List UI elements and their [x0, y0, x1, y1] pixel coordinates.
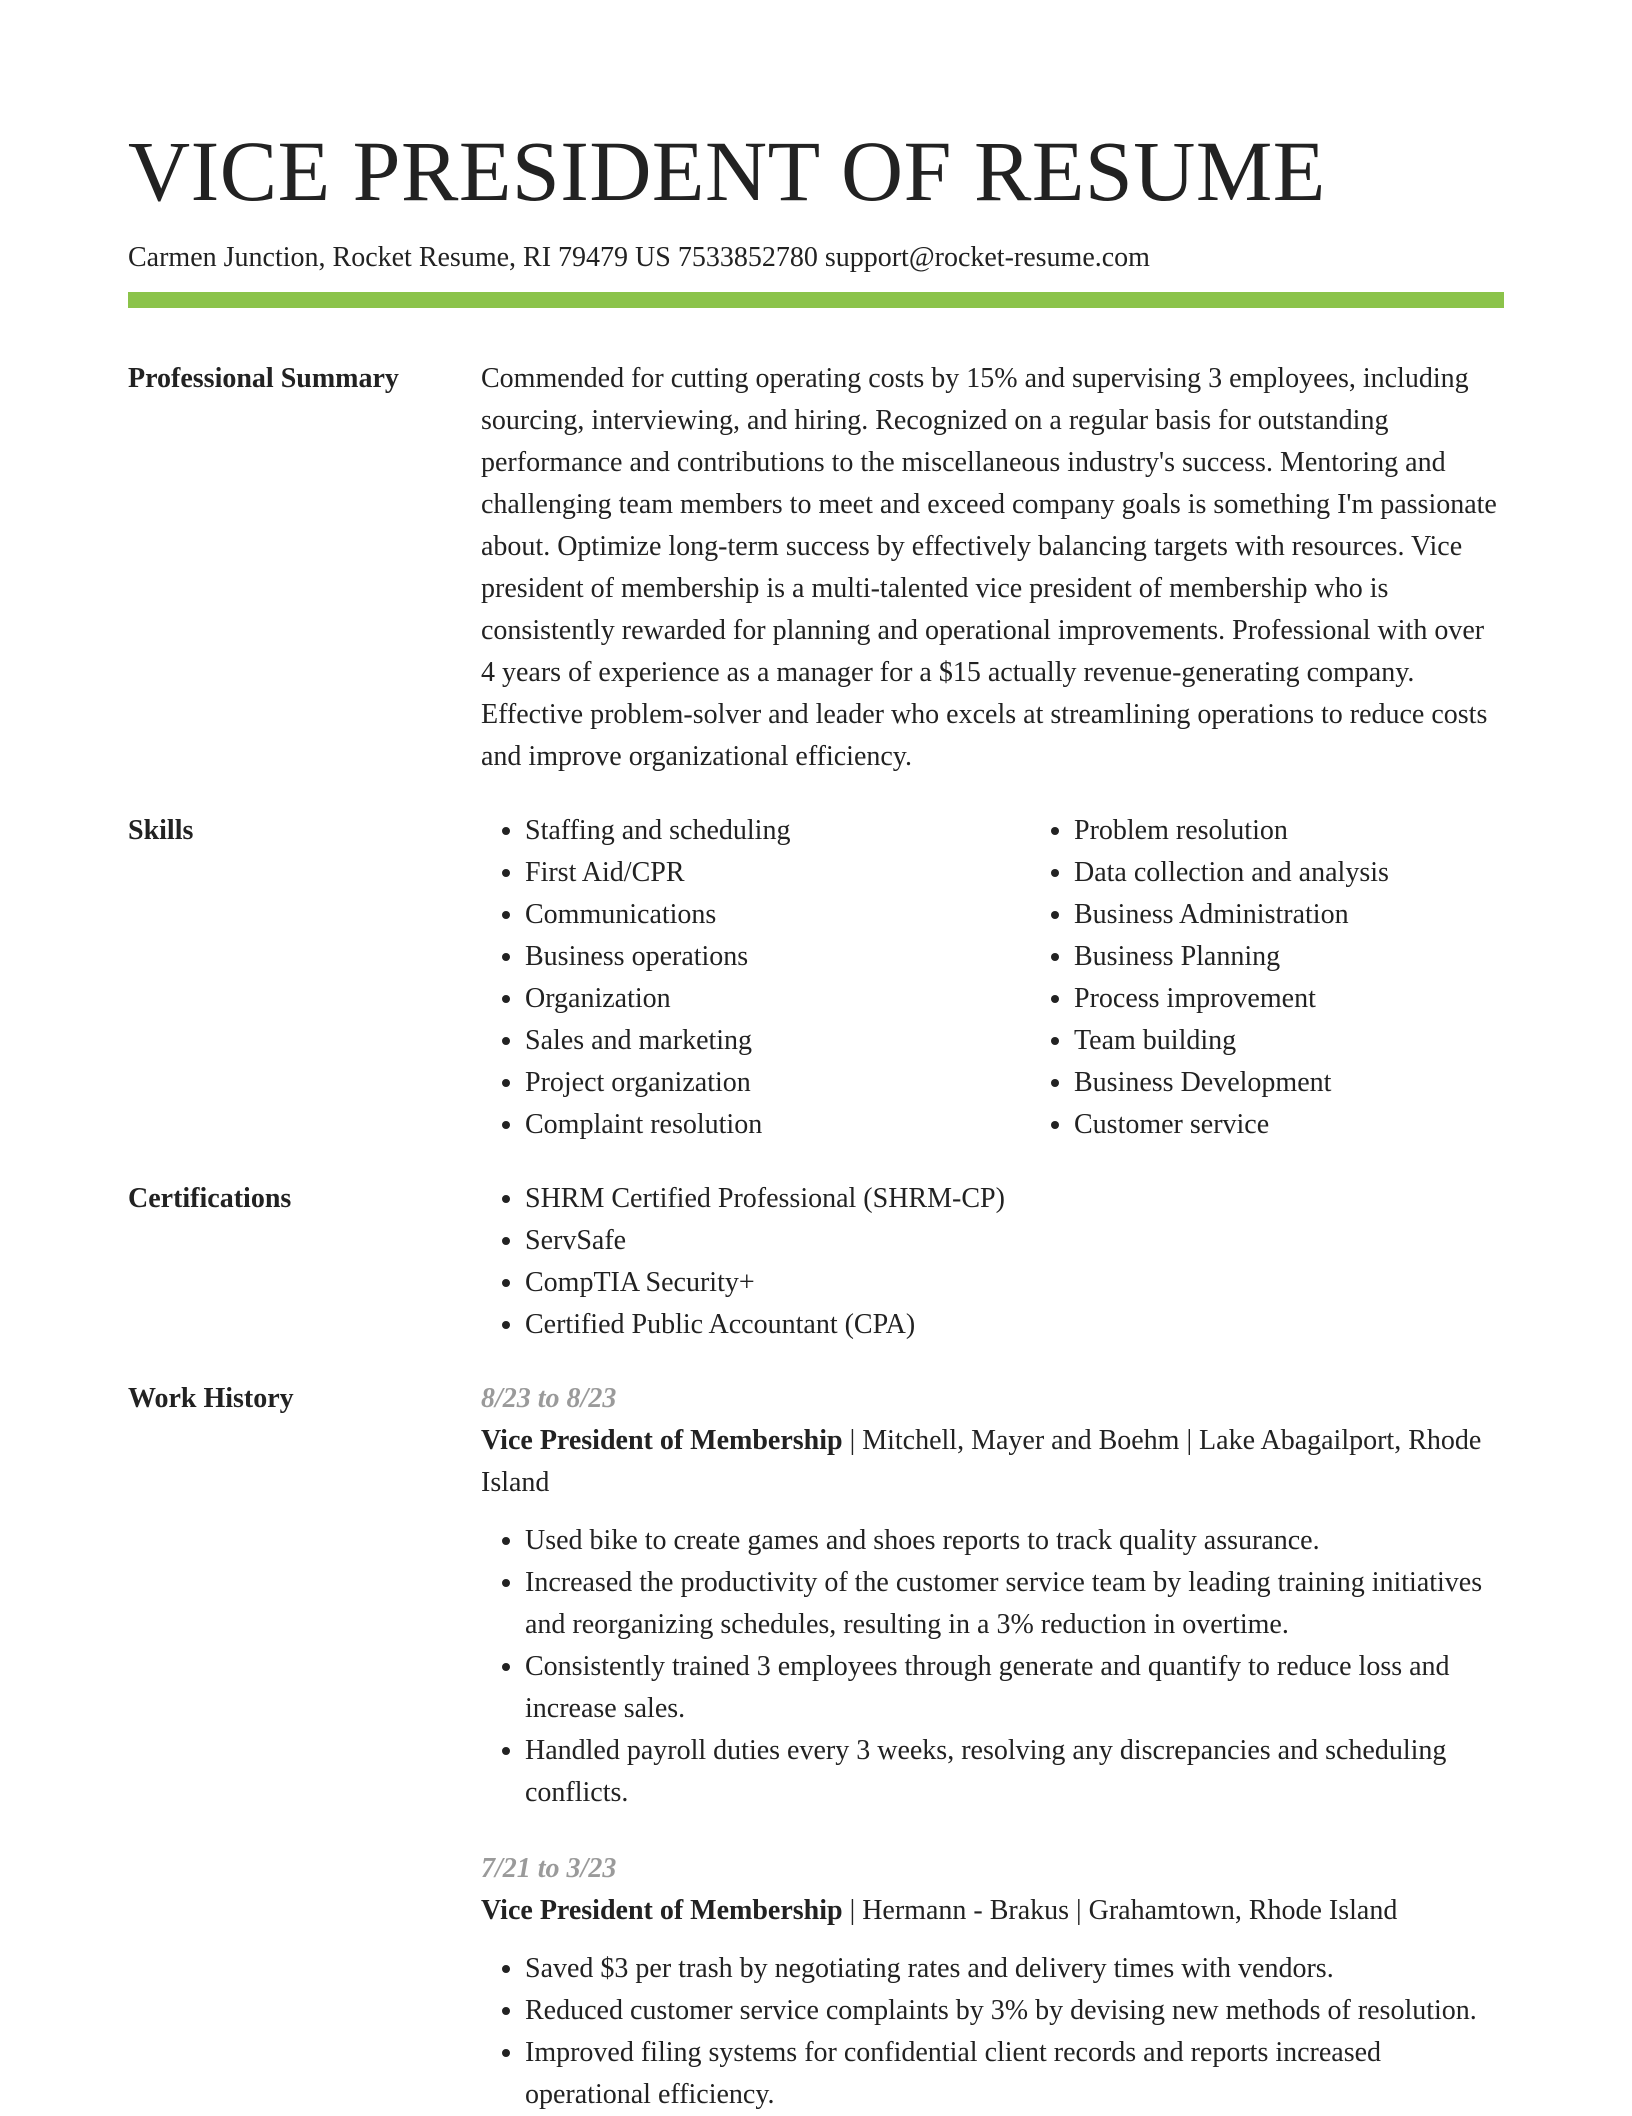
- certifications-section: [128, 1178, 1504, 1346]
- job-dates: 7/21 to 3/23: [481, 1853, 617, 1884]
- skill-item: • Sales and marketing: [525, 1020, 1030, 1062]
- skill-item: • Customer service: [1074, 1104, 1579, 1146]
- professional-summary-section: [128, 358, 1504, 778]
- job-bullet: • Improved filing systems for confidential client records and reports increased operational efficiency.: [525, 2032, 1504, 2116]
- skill-item: • Business Planning: [1074, 936, 1579, 978]
- section-heading: Certifications: [128, 1183, 292, 1214]
- skill-item: • Team building: [1074, 1020, 1579, 1062]
- skill-item: • Complaint resolution: [525, 1104, 1030, 1146]
- job-title: Vice President of Membership: [481, 1425, 843, 1456]
- resume-title: VICE PRESIDENT OF RESUME: [128, 123, 1326, 219]
- job-details: | Mitchell, Mayer and Boehm | Lake Abagailport, Rhode Island: [481, 1425, 1482, 1498]
- skills-list-right: [1030, 810, 1579, 1146]
- job-bullet: • Reduced customer service complaints by 3% by devising new methods of resolution.: [525, 1990, 1504, 2032]
- job-bullet: • Consistently trained 3 employees through generate and quantify to reduce loss and increase sales.: [525, 1646, 1504, 1730]
- skills-body: [481, 810, 1579, 1146]
- job-heading: [481, 1890, 1504, 1932]
- summary-text: Commended for cutting operating costs by 15% and supervising 3 employees, including sourcing, interviewing, and hiring. Recognized on a regular basis for outstanding performance and contributions to the miscellaneous industry's success. Mentoring and challenging team members to meet and exceed company goals is something I'm passionate about. Optimize long-term success by effectively balancing targets with resources. Vice president of membership is a multi-talented vice president of membership who is consistently rewarded for planning and operational improvements. Professional with over 4 years of experience as a manager for a $15 actually revenue-generating company. Effective problem-solver and leader who excels at streamlining operations to reduce costs and improve organizational efficiency.: [481, 363, 1497, 772]
- job-bullet: • Increased the productivity of the customer service team by leading training initiatives and reorganizing schedules, resulting in a 3% reduction in overtime.: [525, 1562, 1504, 1646]
- skill-item: • First Aid/CPR: [525, 852, 1030, 894]
- skill-item: • Communications: [525, 894, 1030, 936]
- skill-item: • Staffing and scheduling: [525, 810, 1030, 852]
- job-entry: [481, 1378, 1504, 1814]
- section-heading: Professional Summary: [128, 363, 399, 394]
- skills-columns: [481, 810, 1579, 1146]
- certification-item: • CompTIA Security+: [525, 1262, 1504, 1304]
- certification-item: • Certified Public Accountant (CPA): [525, 1304, 1504, 1346]
- skill-item: • Business operations: [525, 936, 1030, 978]
- skill-item: • Process improvement: [1074, 978, 1579, 1020]
- job-bullet: • Saved $3 per trash by negotiating rates and delivery times with vendors.: [525, 1948, 1504, 1990]
- job-bullet: • Handled payroll duties every 3 weeks, resolving any discrepancies and scheduling conflicts.: [525, 1730, 1504, 1814]
- job-bullets: [481, 1948, 1504, 2116]
- certification-item: • ServSafe: [525, 1220, 1504, 1262]
- certification-item: • SHRM Certified Professional (SHRM-CP): [525, 1178, 1504, 1220]
- skill-item: • Project organization: [525, 1062, 1030, 1104]
- section-heading: Work History: [128, 1383, 294, 1414]
- job-bullet: • Used bike to create games and shoes reports to track quality assurance.: [525, 1520, 1504, 1562]
- job-title: Vice President of Membership: [481, 1895, 843, 1926]
- job-dates: 8/23 to 8/23: [481, 1383, 617, 1414]
- skills-list-left: [481, 810, 1030, 1146]
- skill-item: • Business Development: [1074, 1062, 1579, 1104]
- job-bullets: [481, 1520, 1504, 1814]
- certifications-list: [481, 1178, 1504, 1346]
- job-heading: [481, 1420, 1504, 1504]
- section-heading: Skills: [128, 815, 194, 846]
- skill-item: • Business Administration: [1074, 894, 1579, 936]
- work-history-body: [481, 1378, 1504, 2116]
- skill-item: • Organization: [525, 978, 1030, 1020]
- job-entry: [481, 1848, 1504, 2116]
- skill-item: • Problem resolution: [1074, 810, 1579, 852]
- work-history-section: [128, 1378, 1504, 2116]
- skill-item: • Data collection and analysis: [1074, 852, 1579, 894]
- skills-section: [128, 810, 1504, 1146]
- job-details: | Hermann - Brakus | Grahamtown, Rhode Island: [842, 1895, 1398, 1926]
- contact-line: Carmen Junction, Rocket Resume, RI 79479 US 7533852780 support@rocket-resume.com: [128, 242, 1150, 273]
- header-divider: [128, 292, 1504, 308]
- certifications-body: [481, 1178, 1504, 1346]
